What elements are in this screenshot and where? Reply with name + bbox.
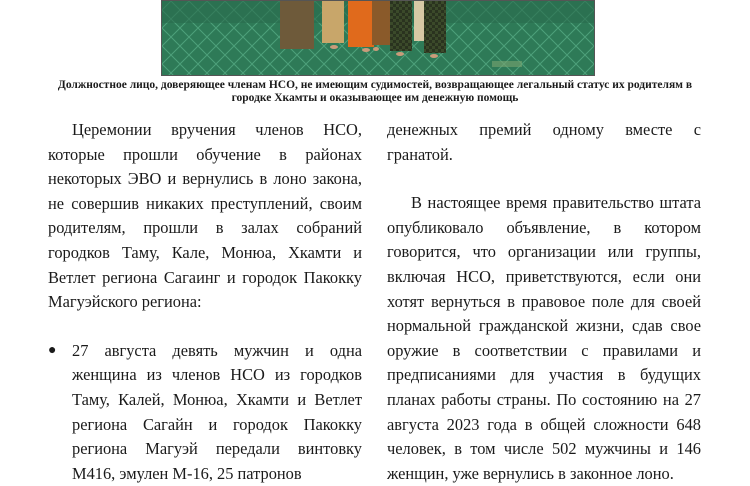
list-item [48, 339, 362, 486]
left-column [48, 118, 362, 486]
bullet-dot-icon: ● [48, 342, 57, 358]
announcement-paragraph: В настоящее время правительство штата опубликовало объявление, в котором говорится, что организации или группы, включая НСО, приветствуются, если они хотят вернуться в правовое поле для своей нормальной гражданской жизни, сдав свое оружие в соответствии с правилами и предписаниями для участия в будущих планах работы страны. По состоянию на 27 августа 2023 года в общей сложности 648 человек, в том числе 502 мужчины и 146 женщин, уже вернулись в законное лоно. [387, 193, 701, 483]
continued-paragraph: денежных премий одному вместе с гранатой. [387, 120, 701, 164]
photo-caption: Должностное лицо, доверяющее членам НСО, не имеющим судимостей, возвращающее легальный статус их родителям в городке Хкамты и оказывающее им денежную помощь [57, 79, 693, 104]
bullet-list [48, 339, 362, 486]
paragraph-gap [48, 315, 362, 339]
right-column [387, 118, 701, 486]
paragraph-gap [387, 167, 701, 191]
ceremony-photo [161, 0, 595, 76]
bullet-text: 27 августа девять мужчин и одна женщина из членов НСО из городков Таму, Калей, Монюа, Хкамти и Ветлет региона Сагайн и городок Пакокку региона Магуэй передали винтовку М416, эмулен М-16, 25 патронов [72, 340, 362, 483]
intro-paragraph: Церемонии вручения членов НСО, которые прошли обучение в районах некоторых ЭВО и вернулись в лоно закона, не совершив никаких преступлений, своим родителям, прошли в залах собраний городков Таму, Кале, Монюа, Хкамти и Ветлет региона Сагаинг и городок Пакокку Магуэйского региона: [48, 120, 362, 312]
